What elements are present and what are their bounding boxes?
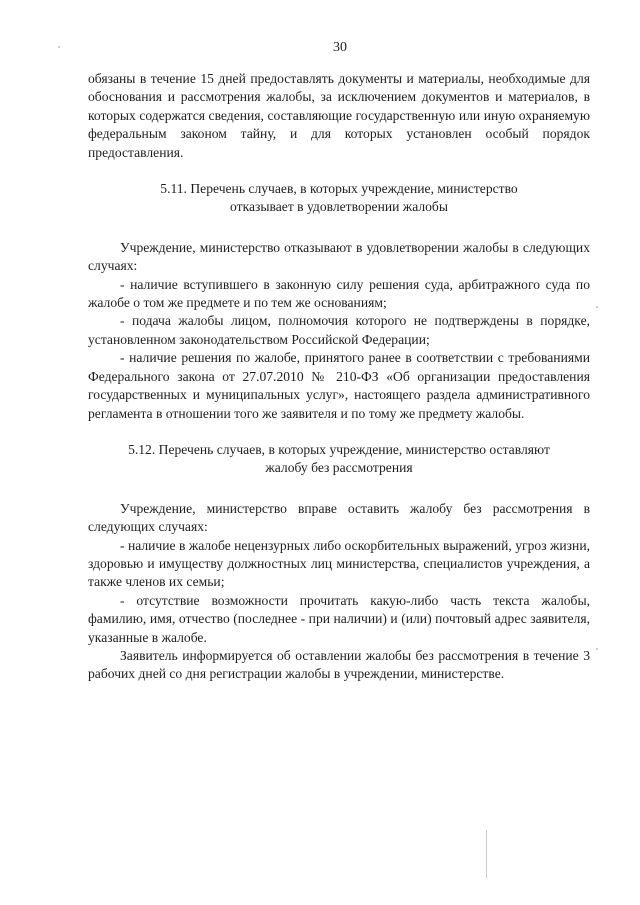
document-body [88, 70, 590, 684]
section-5-12-item: - наличие в жалобе нецензурных либо оскорбительных выражений, угроз жизни, здоровью и имуществу должностных лиц министерства, специалистов учреждения, а также членов их семьи; [88, 537, 590, 590]
section-5-12-item: - отсутствие возможности прочитать какую-либо часть текста жалобы, фамилию, имя, отчество (последнее - при наличии) и (или) почтовый адрес заявителя, указанные в жалобе. [88, 592, 590, 645]
scan-artifact-line [486, 830, 487, 878]
section-5-12-heading-line1: 5.12. Перечень случаев, в которых учреждение, министерство оставляют [128, 441, 550, 457]
section-5-12-lead: Учреждение, министерство вправе оставить жалобу без рассмотрения в следующих случаях: [88, 500, 590, 535]
section-5-12-heading-line2: жалобу без рассмотрения [265, 460, 413, 476]
intro-paragraph: обязаны в течение 15 дней предоставлять документы и материалы, необходимые для обоснования и рассмотрения жалобы, за исключением документов и материалов, в которых содержатся сведения, составляющие государственную или иную охраняемую федеральным законом тайну, и для которых установлен особый порядок предоставления. [88, 71, 590, 160]
scan-artifact-dot [58, 46, 60, 48]
section-5-11-heading-line1: 5.11. Перечень случаев, в которых учреждение, министерство [160, 181, 518, 197]
section-5-11-item: - наличие решения по жалобе, принятого ранее в соответствии с требованиями Федерального закона от 27.07.2010 № 210-ФЗ «Об организации предоставления государственных и муниципальных услуг», настоящего раздела административного регламента в отношении того же заявителя и по тому же предмету жалобы. [88, 350, 590, 421]
section-5-11-item: - наличие вступившего в законную силу решения суда, арбитражного суда по жалобе о том же предмете и по тем же основаниям; [88, 276, 590, 311]
section-5-12 [88, 441, 590, 684]
section-5-12-closing: Заявитель информируется об оставлении жалобы без рассмотрения в течение 3 рабочих дней со дня регистрации жалобы в учреждении, министерстве. [88, 647, 590, 682]
scan-artifact-dot [596, 648, 598, 650]
section-5-11-item: - подача жалобы лицом, полномочия которого не подтверждены в порядке, установленном законодательством Российской Федерации; [88, 313, 590, 347]
section-5-11-heading-line2: отказывает в удовлетворении жалобы [230, 199, 448, 215]
section-5-11 [88, 180, 590, 423]
section-5-11-lead: Учреждение, министерство отказывают в удовлетворении жалобы в следующих случаях: [88, 239, 590, 274]
scan-artifact-dot [596, 306, 598, 308]
page-number: 30 [333, 40, 347, 55]
